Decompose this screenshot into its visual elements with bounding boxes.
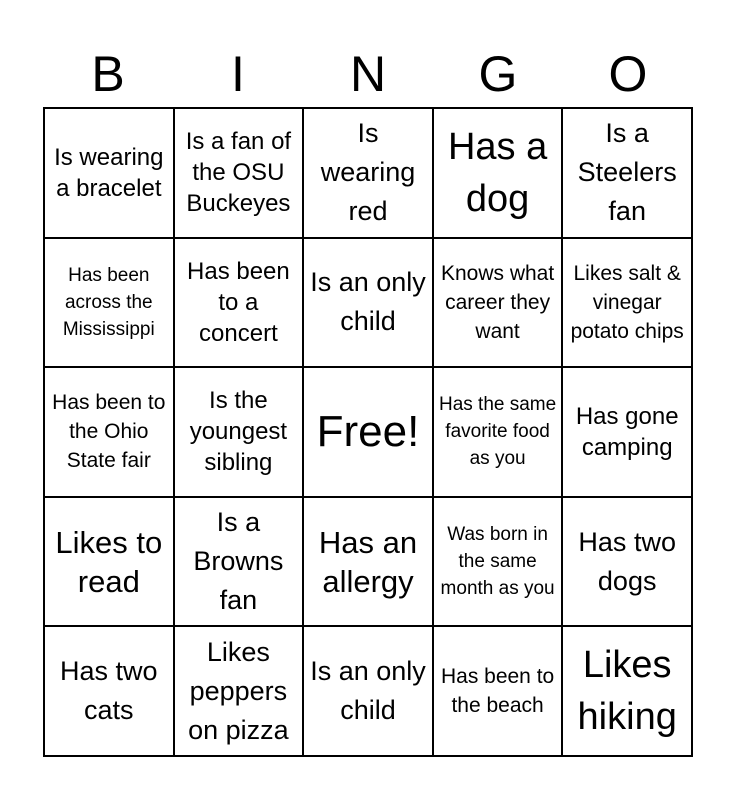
bingo-cell[interactable] [303, 108, 433, 238]
header-letter-i: I [231, 46, 245, 102]
bingo-cell[interactable] [562, 367, 692, 497]
bingo-cell[interactable] [303, 626, 433, 756]
cell-text: Is wearing red [320, 118, 416, 227]
bingo-cell[interactable] [44, 497, 174, 627]
bingo-cell[interactable] [433, 367, 563, 497]
bingo-header [43, 40, 693, 108]
free-space-cell[interactable] [303, 367, 433, 497]
bingo-cell[interactable] [44, 108, 174, 238]
bingo-cell[interactable] [44, 238, 174, 368]
cell-text: Is a Steelers fan [577, 118, 677, 227]
cell-text: Free! [316, 406, 420, 456]
cell-text: Was born in the same month as you [440, 524, 555, 600]
bingo-cell[interactable] [174, 238, 304, 368]
cell-text: Has two dogs [578, 526, 676, 596]
cell-text: Has been to a concert [187, 257, 290, 347]
cell-text: Has a dog [447, 125, 548, 220]
bingo-cell[interactable] [174, 108, 304, 238]
bingo-cell[interactable] [433, 626, 563, 756]
cell-text: Has been across the Mississippi [62, 264, 155, 340]
cell-text: Has gone camping [575, 402, 679, 461]
header-letter-g: G [478, 46, 518, 102]
bingo-cell[interactable] [562, 108, 692, 238]
bingo-cell[interactable] [303, 238, 433, 368]
cell-text: Is an only child [310, 267, 426, 337]
bingo-cell[interactable] [433, 238, 563, 368]
bingo-cell[interactable] [44, 367, 174, 497]
cell-text: Has been to the Ohio State fair [52, 391, 166, 473]
bingo-cell[interactable] [174, 626, 304, 756]
header-letter-n: N [349, 46, 387, 102]
bingo-cell[interactable] [44, 626, 174, 756]
header-letter-o: O [608, 46, 648, 102]
cell-text: Is the youngest sibling [189, 387, 288, 477]
cell-text: Has two cats [60, 656, 158, 726]
cell-text: Is an only child [310, 656, 426, 726]
cell-text: Likes peppers on pizza [188, 636, 289, 745]
cell-text: Has the same favorite food as you [438, 394, 557, 470]
bingo-cell[interactable] [174, 367, 304, 497]
cell-text: Likes hiking [577, 644, 677, 739]
cell-text: Likes salt & vinegar potato chips [570, 261, 684, 343]
bingo-card-grid [43, 107, 693, 757]
header-letter-b: B [91, 46, 125, 102]
bingo-cell[interactable] [303, 497, 433, 627]
cell-text: Is wearing a bracelet [54, 143, 164, 202]
cell-text: Is a Browns fan [193, 507, 284, 616]
cell-text: Is a fan of the OSU Buckeyes [185, 128, 292, 218]
bingo-cell[interactable] [433, 108, 563, 238]
bingo-cell[interactable] [174, 497, 304, 627]
bingo-cell[interactable] [433, 497, 563, 627]
bingo-cell[interactable] [562, 238, 692, 368]
bingo-cell[interactable] [562, 497, 692, 627]
cell-text: Has been to the beach [440, 665, 555, 718]
cell-text: Likes to read [55, 524, 163, 599]
bingo-cell[interactable] [562, 626, 692, 756]
cell-text: Has an allergy [318, 524, 418, 599]
cell-text: Knows what career they want [440, 261, 555, 343]
